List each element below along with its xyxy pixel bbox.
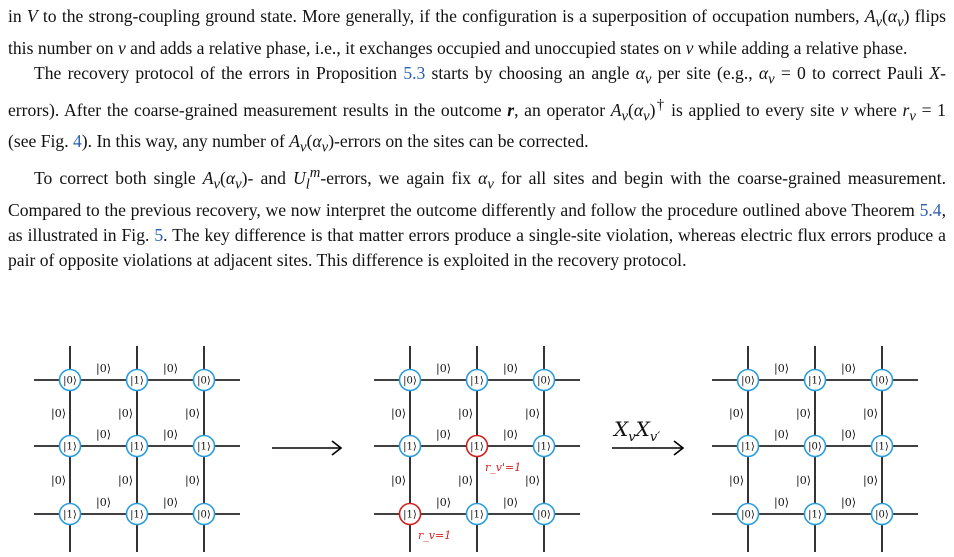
site-ket: |1⟩ <box>537 441 551 453</box>
site-ket: |0⟩ <box>741 375 755 387</box>
edge-ket: |0⟩ <box>96 496 111 509</box>
edge-ket: |0⟩ <box>458 407 473 420</box>
site-ket: |0⟩ <box>63 375 77 387</box>
site-ket: |1⟩ <box>63 509 77 521</box>
edge-ket: |0⟩ <box>391 474 406 487</box>
site-ket: |1⟩ <box>63 441 77 453</box>
lattice-recovered <box>712 346 918 552</box>
site-ket: |1⟩ <box>808 509 822 521</box>
arrow-2 <box>612 417 683 455</box>
paragraph-2: The recovery protocol of the errors in Proposition 5.3 starts by choosing an angle $\alpha_v$ per site (e.g., $\alpha_v = 0$ to correct Pauli X-errors). After the coarse-grained measurement results in the outcome r, an operator $A_v(\alpha_v)^\dagger$ is applied to every site v where $r_v = 1$ (see Fig. 4). In this way, any number of $A_v(\alpha_v)$-errors on the sites can be corrected. <box>8 62 947 156</box>
edge-ket: |0⟩ <box>841 428 856 441</box>
ref-prop-5-3[interactable]: 5.3 <box>403 62 426 83</box>
site-ket: |0⟩ <box>537 375 551 387</box>
edge-ket: |0⟩ <box>841 362 856 375</box>
edge-ket: |0⟩ <box>118 407 133 420</box>
ref-fig-5[interactable]: 5 <box>154 224 164 245</box>
site-ket: |1⟩ <box>470 441 484 453</box>
edge-ket: |0⟩ <box>436 496 451 509</box>
error-label: r_v'=1 <box>485 461 522 474</box>
edge-ket: |0⟩ <box>458 474 473 487</box>
site-ket: |0⟩ <box>808 441 822 453</box>
edge-ket: |0⟩ <box>525 474 540 487</box>
site-ket: |0⟩ <box>403 375 417 387</box>
site-ket: |1⟩ <box>741 441 755 453</box>
site-ket: |0⟩ <box>875 375 889 387</box>
error-label: r_v=1 <box>418 529 452 542</box>
edge-ket: |0⟩ <box>118 474 133 487</box>
edge-ket: |0⟩ <box>774 362 789 375</box>
arrow-2-label: $X_vX_{v'}$ <box>614 417 661 445</box>
edge-ket: |0⟩ <box>96 362 111 375</box>
site-ket: |1⟩ <box>470 509 484 521</box>
edge-ket: |0⟩ <box>729 407 744 420</box>
lattice-after-measurement <box>374 346 580 552</box>
lattice-before <box>34 346 240 552</box>
edge-ket: |0⟩ <box>796 407 811 420</box>
edge-ket: |0⟩ <box>51 474 66 487</box>
edge-ket: |0⟩ <box>863 474 878 487</box>
edge-ket: |0⟩ <box>863 407 878 420</box>
edge-ket: |0⟩ <box>436 362 451 375</box>
edge-ket: |0⟩ <box>841 496 856 509</box>
site-ket: |1⟩ <box>875 441 889 453</box>
edge-ket: |0⟩ <box>185 407 200 420</box>
edge-ket: |0⟩ <box>774 496 789 509</box>
site-ket: |0⟩ <box>875 509 889 521</box>
edge-ket: |0⟩ <box>503 428 518 441</box>
edge-ket: |0⟩ <box>796 474 811 487</box>
edge-ket: |0⟩ <box>96 428 111 441</box>
site-ket: |0⟩ <box>197 375 211 387</box>
site-ket: |1⟩ <box>197 441 211 453</box>
site-ket: |1⟩ <box>403 441 417 453</box>
ref-fig-4[interactable]: 4 <box>73 131 82 152</box>
edge-ket: |0⟩ <box>525 407 540 420</box>
site-ket: |1⟩ <box>808 375 822 387</box>
paragraph-3: To correct both single $A_v(\alpha_v)-$ and $U_l^m$-errors, we again fix $\alpha_v$ for all sites and begin with the coarse-grained measurement. Compared to the previous recovery, we now interpret the outcome differently and follow the procedure outlined above Theorem 5.4, as illustrated in Fig. 5. The key difference is that matter errors produce a single-site violation, whereas electric flux errors produce a pair of opposite violations at adjacent sites. This difference is exploited in the recovery protocol. <box>8 164 947 270</box>
edge-ket: |0⟩ <box>774 428 789 441</box>
edge-ket: |0⟩ <box>163 496 178 509</box>
site-ket: |1⟩ <box>130 441 144 453</box>
edge-ket: |0⟩ <box>163 428 178 441</box>
edge-ket: |0⟩ <box>163 362 178 375</box>
arrow-1 <box>272 441 341 455</box>
site-ket: |1⟩ <box>130 509 144 521</box>
site-ket: |0⟩ <box>537 509 551 521</box>
site-ket: |1⟩ <box>403 509 417 521</box>
edge-ket: |0⟩ <box>503 496 518 509</box>
edge-ket: |0⟩ <box>391 407 406 420</box>
edge-ket: |0⟩ <box>729 474 744 487</box>
site-ket: |1⟩ <box>130 375 144 387</box>
ref-thm-5-4[interactable]: 5.4 <box>919 199 942 220</box>
edge-ket: |0⟩ <box>185 474 200 487</box>
edge-ket: |0⟩ <box>503 362 518 375</box>
site-ket: |1⟩ <box>470 375 484 387</box>
paragraph-1: in V to the strong-coupling ground state. More generally, if the configuration is a superposition of occupation numbers, $A_v(\alpha_v)$ flips this number on v and adds a relative phase, i.e., it exchanges occupied and unoccupied states on v while adding a relative phase. <box>8 6 946 58</box>
edge-ket: |0⟩ <box>436 428 451 441</box>
edge-ket: |0⟩ <box>51 407 66 420</box>
site-ket: |0⟩ <box>741 509 755 521</box>
site-ket: |0⟩ <box>197 509 211 521</box>
